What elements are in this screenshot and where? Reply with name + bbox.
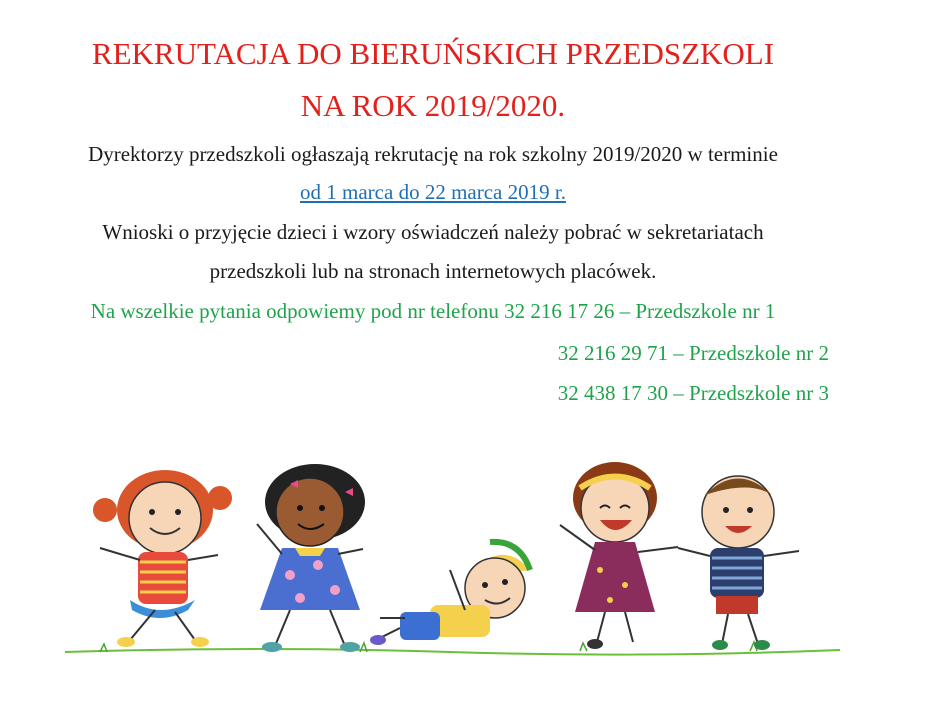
child-girl-dark-hair (257, 464, 365, 652)
child-girl-headband (560, 462, 678, 649)
children-illustration (60, 440, 850, 670)
contact-line-1: Na wszelkie pytania odpowiemy pod nr telefonu 32 216 17 26 – Przedszkole nr 1 (90, 299, 776, 323)
title-line-1: REKRUTACJA DO BIERUŃSKICH PRZEDSZKOLI (91, 36, 775, 71)
child-girl-red-hair (93, 470, 232, 647)
date-range-row (0, 180, 866, 205)
forms-text-line-1: Wnioski o przyjęcie dzieci i wzory oświadczeń należy pobrać w sekretariatach (102, 220, 764, 244)
contact-line-3: 32 438 17 30 – Przedszkole nr 3 (557, 381, 829, 405)
child-boy-striped (678, 476, 799, 650)
forms-text-line-2: przedszkoli lub na stronach internetowych placówek. (209, 259, 657, 283)
child-boy-lying (370, 542, 530, 645)
announcement-text: Dyrektorzy przedszkoli ogłaszają rekrutację na rok szkolny 2019/2020 w terminie (88, 142, 778, 166)
contact-line-2: 32 216 29 71 – Przedszkole nr 2 (557, 341, 829, 365)
title-line-2: NA ROK 2019/2020. (300, 88, 566, 123)
date-range-link[interactable]: od 1 marca do 22 marca 2019 r. (300, 180, 566, 204)
